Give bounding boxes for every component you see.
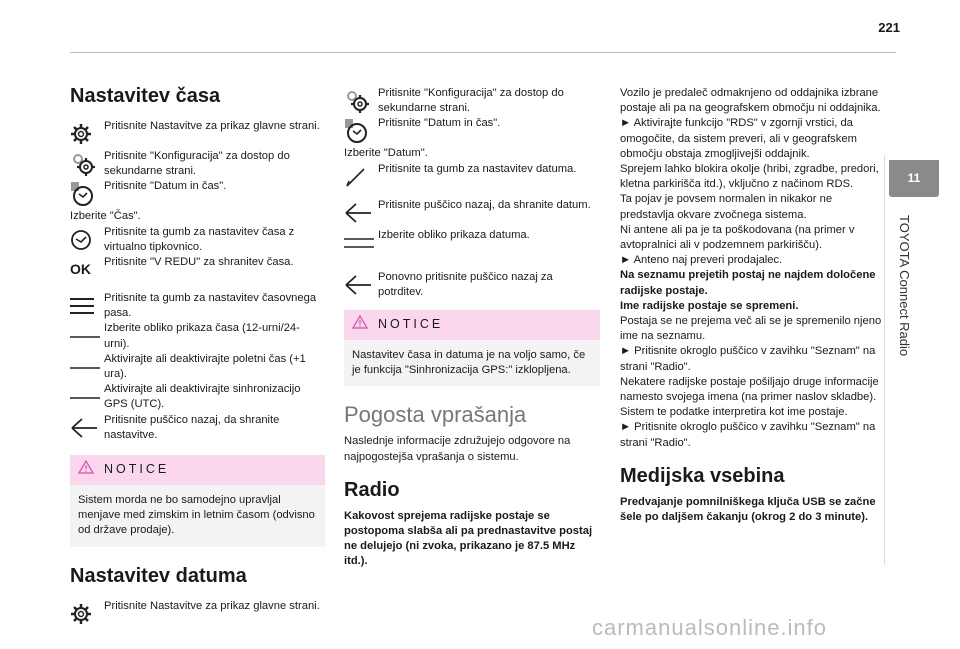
column-1 (70, 75, 325, 629)
step (70, 255, 325, 285)
section-title-radio: Radio (344, 478, 400, 501)
step (70, 149, 325, 179)
configuration-gears-icon (344, 86, 378, 116)
step (344, 116, 600, 146)
warning-icon (78, 460, 94, 479)
section-title-time: Nastavitev časa (70, 85, 221, 107)
settings-gear-icon (70, 119, 104, 149)
watermark: carmanualsonline.info (592, 615, 828, 640)
faq-question: Predvajanje pomnilniškega ključa USB se začne šele po daljšem čakanju (okrog 2 do 3 minute). (620, 495, 876, 524)
faq-question: Ime radijske postaje se spremeni. (620, 299, 799, 312)
chapter-title: TOYOTA Connect Radio (897, 215, 912, 357)
step-text: Ponovno pritisnite puščico nazaj za potrditev. (378, 270, 553, 298)
notice-text: Nastavitev časa in datuma je na voljo samo, če je funkcija "Sinhronizacija GPS:" izklopljena. (352, 349, 586, 377)
configuration-gears-icon (70, 149, 104, 179)
step-text: Aktivirajte ali deaktivirajte sinhronizacijo GPS (UTC). (104, 383, 301, 411)
notice-label: NOTICE (104, 462, 170, 477)
faq-answer: Postaja se ne prejema več ali se je spremenilo njeno ime na seznamu. (620, 315, 882, 343)
step-text: Izberite "Čas". (70, 210, 141, 223)
step (70, 382, 325, 412)
step (70, 179, 325, 209)
step-text: Pritisnite puščico nazaj, da shranite nastavitve. (104, 413, 280, 441)
notice-label: NOTICE (378, 317, 444, 332)
step-text: Pritisnite "Datum in čas". (378, 117, 501, 130)
settings-gear-icon (70, 599, 104, 629)
faq-question: Kakovost sprejema radijske postaje se postopoma slabša ali pa prednastavitve postaj ne delujejo (ni zvoka, prikazano je 87.5 MHz itd.). (344, 509, 593, 568)
step-text: Izberite obliko prikaza datuma. (378, 228, 530, 241)
menu-icon (70, 291, 104, 321)
step (344, 270, 600, 300)
toggle-line-icon (70, 382, 104, 412)
column-3 (620, 86, 884, 525)
step-text: Izberite "Datum". (344, 147, 428, 160)
step-text: Pritisnite "Konfiguracija" za dostop do sekundarne strani. (104, 150, 290, 178)
ok-label: OK (70, 261, 91, 278)
step (344, 86, 600, 116)
step-text: Pritisnite ta gumb za nastavitev časa z virtualno tipkovnico. (104, 225, 295, 253)
format-bar-icon (344, 228, 378, 258)
faq-answer: Sistem te podatke interpretira kot ime postaje. (620, 406, 848, 419)
step (344, 228, 600, 258)
faq-answer: ► Aktivirajte funkcijo "RDS" v zgornji vrstici, da omogočite, da sistem preveri, ali v geografskem območju obstaja zmogljivejši oddajnik. (620, 117, 857, 160)
toggle-line-icon (70, 321, 104, 351)
faq-answer: Sprejem lahko blokira okolje (hribi, zgradbe, predori, kletna parkirišča itd.), vključno z načinom RDS. (620, 163, 879, 191)
faq-answer: ► Anteno naj preveri prodajalec. (620, 254, 783, 267)
notice-box (70, 455, 325, 547)
step (70, 352, 325, 382)
step (344, 162, 600, 192)
warning-icon (352, 315, 368, 334)
back-arrow-icon (344, 270, 378, 300)
step-text: Pritisnite Nastavitve za prikaz glavne strani. (104, 599, 320, 612)
step-text: Pritisnite ta gumb za nastavitev datuma. (378, 162, 577, 175)
step-text: Pritisnite "Konfiguracija" za dostop do sekundarne strani. (378, 87, 564, 115)
section-title-date: Nastavitev datuma (70, 564, 247, 587)
step (70, 225, 325, 255)
header-rule (70, 52, 896, 53)
step-text: Izberite obliko prikaza časa (12-urni/24-urni). (104, 322, 300, 350)
step-text: Pritisnite ta gumb za nastavitev časovnega pasa. (104, 292, 317, 320)
step-text: Aktivirajte ali deaktivirajte poletni čas (+1 ura). (104, 352, 306, 381)
sidebar-rule (884, 155, 885, 565)
faq-intro: Naslednje informacije združujejo odgovore na najpogostejša vprašanja o sistemu. (344, 435, 571, 463)
pencil-icon (344, 162, 378, 192)
faq-answer: Ta pojav je povsem normalen in nikakor ne predstavlja okvare zvočnega sistema. (620, 193, 833, 221)
notice-header (70, 455, 325, 485)
notice-box (344, 310, 600, 386)
step (70, 119, 325, 149)
date-time-icon (344, 116, 378, 146)
chapter-tab[interactable]: 11 (889, 160, 939, 197)
faq-answer: Vozilo je predaleč odmaknjeno od oddajnika izbrane postaje ali pa na geografskem območju ni oddajnika. (620, 87, 881, 115)
back-arrow-icon (70, 413, 104, 443)
step-text: Pritisnite puščico nazaj, da shranite datum. (378, 198, 591, 211)
step (344, 198, 600, 228)
step-text: Pritisnite "V REDU" za shranitev časa. (104, 256, 294, 269)
back-arrow-icon (344, 198, 378, 228)
section-title-media: Medijska vsebina (620, 464, 785, 487)
page-number: 221 (878, 20, 900, 35)
step (70, 291, 325, 321)
faq-question: Na seznamu prejetih postaj ne najdem določene radijske postaje. (620, 269, 876, 297)
faq-answer: ► Pritisnite okroglo puščico v zavihku "Seznam" na strani "Radio". (620, 421, 876, 449)
clock-icon (70, 225, 104, 255)
faq-answer: ► Pritisnite okroglo puščico v zavihku "Seznam" na strani "Radio". (620, 345, 876, 373)
column-2 (344, 86, 600, 570)
faq-answer: Ni antene ali pa je ta poškodovana (na primer v avtopralnici ali v podzemnem parkirišču). (620, 223, 855, 252)
section-title-faq: Pogosta vprašanja (344, 402, 527, 428)
step (70, 599, 325, 629)
step (70, 321, 325, 351)
notice-text: Sistem morda ne bo samodejno upravljal menjave med zimskim in letnim časom (odvisno od države prodaje). (78, 494, 315, 537)
notice-header (344, 310, 600, 340)
step (70, 413, 325, 443)
step-text: Pritisnite Nastavitve za prikaz glavne strani. (104, 120, 320, 132)
date-time-icon (70, 179, 104, 209)
step-text: Pritisnite "Datum in čas". (104, 180, 227, 193)
toggle-line-icon (70, 352, 104, 382)
faq-answer: Nekatere radijske postaje pošiljajo druge informacije namesto svojega imena (na primer naslov skladbe). (620, 375, 879, 404)
